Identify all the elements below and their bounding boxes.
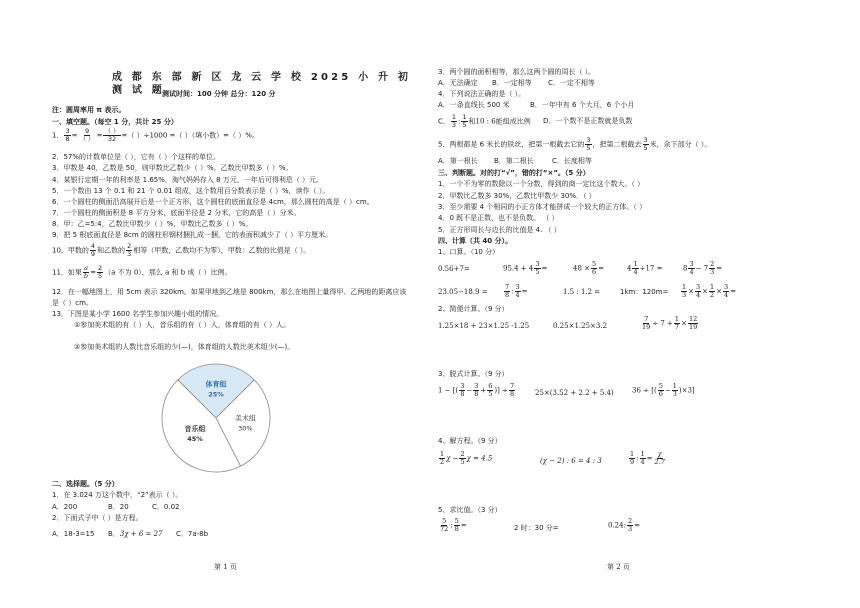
fraction: $\frac{1}{3}$ (451, 113, 457, 129)
oral-9: 1km：120m= (620, 288, 669, 296)
fraction: $\frac{( )}{32}$ (104, 127, 120, 143)
pie-label-name: 音乐组 (184, 425, 206, 434)
oral-8: 1.5 : 1.2 = (563, 288, 601, 296)
ratio-3: 0.24: $\frac{2}{3}$ = (608, 517, 640, 533)
oral-6: 23.05−18.9 = (438, 288, 488, 296)
fraction: $\frac{4}{9}$ (90, 242, 96, 258)
question-2: 2．57%的计数单位是（ ），它有（ ）个这样的单位。 (52, 153, 220, 161)
pie-label-percent: 45% (187, 435, 203, 444)
oral-7: $\frac{7}{8}$ : $\frac{3}{4}$ = (505, 283, 528, 299)
choice-2-option-a: A．18-3=15 (52, 530, 95, 538)
choice-3-option-a: A．无法确定 (438, 79, 478, 87)
interest-group-pie-chart (146, 360, 286, 476)
page-2 (430, 0, 860, 608)
calc-2-title: 2、简便计算。（9 分） (438, 305, 509, 313)
choice-4-option-b: B．一年中有 6 个大月，6 个小月 (530, 101, 635, 109)
expand-1: 1 − [( $\frac{3}{8}$ − $\frac{3}{8}$ + $\frac{6}{5}$ )] ÷ $\frac{7}{8}$ (438, 382, 515, 398)
question-11: 11．如果 $\frac{a}{b}$ = $\frac{2}{5}$ （a 不为 0），那么 a 和 b 成（ ）比例。 (52, 264, 232, 280)
simplify-1: 1.25×18 + 23×1.25 -1.25 (438, 322, 530, 330)
calc-1-title: 1、口算。（10 分） (438, 248, 500, 256)
pie-label-percent: 30% (238, 424, 253, 433)
ratio-2: 2 时：30 分= (514, 524, 559, 532)
fraction: $\frac{3}{8}$ (65, 127, 70, 143)
judge-1: 1．一个不为零的数除以一个分数，得到的商一定比这个数大。（ ） (438, 180, 645, 188)
choice-4-option-a: A．一条直线长 500 米 (438, 101, 510, 109)
choice-2-option-b: B．3χ + 6 = 27 (108, 530, 163, 538)
section-3-title: 三、判断题。对的打“√”，错的打“×”。（5 分） (438, 169, 590, 177)
pie-label-name: 体育组 (205, 380, 227, 389)
equation-3: $\frac{1}{9}$ : $\frac{1}{4}$ = $\frac{\chi}{2.7}$ (630, 450, 665, 466)
page-footer: 第 2 页 (607, 563, 630, 571)
section-4-title: 四、计算（共 40 分）。 (438, 237, 513, 245)
simplify-3: $\frac{7}{19}$ ÷ 7 + $\frac{1}{7}$ × $\frac{12}{19}$ (642, 315, 698, 331)
ratio-1: $\frac{5}{72}$ : $\frac{5}{8}$ = (440, 517, 467, 533)
choice-3-option-c: C．一定不相等 (548, 79, 595, 87)
fraction: $\frac{9}{( )}$ (79, 127, 95, 143)
calc-3-title: 3、脱式计算。（9 分） (438, 370, 509, 378)
question-12-cont: 是（ ）cm。 (52, 299, 93, 307)
oral-5: 8 $\frac{3}{4}$ − 7 $\frac{2}{3}$ = (683, 260, 723, 276)
question-8: 8．甲：乙=5:4，乙数比甲数少（ ）%，甲数比乙数多（ ）%。 (52, 220, 253, 228)
question-9: 9．把 5 根底面直径是 8cm 的圆柱形钢材捆扎成一捆，它的表面积减少了（ ）平方厘米。 (52, 231, 333, 239)
exam-title: 成 都 东 部 新 区 龙 云 学 校 2025 小 升 初 测 试 题 (112, 72, 412, 96)
fraction: $\frac{3}{5}$ (643, 136, 648, 152)
judge-4: 4．0 既不是正数，也不是负数。 （ ） (438, 214, 559, 222)
q1-tail: =（ ）÷1000 =（ ）（填小数）=（ ）%。 (121, 131, 259, 140)
expand-3: 36 ÷ [( $\frac{5}{6}$ − $\frac{1}{3}$ )×3] (632, 382, 695, 398)
oral-1: 0.56+7= (438, 265, 470, 273)
choice-5-option-a: A．第一根长 (438, 157, 478, 165)
choice-4-option-d: D．一个数不是正数就是负数 (543, 117, 633, 125)
page-footer: 第 1 页 (214, 563, 237, 571)
calc-5-title: 5、求比值。（3 分） (438, 506, 502, 514)
choice-3-option-b: B．一定相等 (492, 79, 532, 87)
choice-1: 1．在 3.024 万这个数中，“2”表示（ ）。 (52, 491, 183, 499)
choice-4: 4．下列说法正确的是（ ）。 (438, 90, 526, 98)
equation-1: $\frac{1}{2}$ χ − $\frac{2}{5}$ χ = 4.5 (440, 450, 493, 466)
oral-10: $\frac{1}{3}$ × $\frac{3}{4}$ × $\frac{1}{2}$ × $\frac{3}{4}$ = (682, 283, 737, 299)
choice-1-option-c: C．0.02 (152, 503, 180, 511)
fraction: $\frac{2}{5}$ (97, 264, 103, 280)
question-1: 1． $\frac{3}{8}$ = $\frac{9}{( )}$ = $\frac{( )}{32}$ =（ ）÷1000 =（ ）（填小数）=（ ）%。 (52, 127, 259, 143)
choice-5-option-c: C．长度相等 (552, 157, 592, 165)
judge-3: 3．至少需要 4 个相同的小正方体才能拼成一个较大的正方体。（ ） (438, 203, 647, 211)
fraction: $\frac{a}{b}$ (83, 264, 89, 280)
question-12: 12．在一幅地图上，用 5cm 表示 320km。如果甲地到乙地是 800km，那么在地图上量得甲、乙两地的距离应该 (52, 288, 407, 296)
question-13-2: ②参加美术组的人数比音乐组的少(—)，体育组的人数比美术组少(—)。 (74, 343, 295, 351)
oral-4: 4 $\frac{1}{4}$ ÷17 = (627, 260, 663, 276)
expand-2: 25×(3.52 + 2.2 + 5.4) (535, 389, 614, 397)
simplify-2: 0.25×1.25×3.2 (553, 322, 608, 330)
section-1-title: 一、填空题。（每空 1 分，共计 25 分） (52, 118, 178, 126)
question-4: 4．某银行定期一年的利率是 1.65%，淘气妈妈存入 8 万元，一年后可得利息（ ）元。 (52, 176, 324, 184)
choice-4-option-c: C． $\frac{1}{3}$ : $\frac{1}{5}$ 和10 : 6能组成比例 (438, 113, 531, 129)
choice-5: 5．两根都是 6 米长的铁丝，把第一根截去它的 $\frac{3}{5}$ ，把第二根截去 $\frac{3}{5}$ 米，余下部分（ ）。 (438, 136, 712, 152)
question-13-1: ①参加美术组的有（ ）人，音乐组的有（ ）人，体育组的有（ ）人。 (74, 321, 290, 329)
oral-3: 48 × $\frac{5}{6}$ = (573, 260, 605, 276)
fraction: $\frac{3}{5}$ (586, 136, 591, 152)
fraction: $\frac{1}{5}$ (462, 113, 467, 129)
question-5: 5．一个数由 13 个 0.1 和 21 个 0.01 组成，这个数用百分数表示是（ ）%，读作（ ）。 (52, 187, 330, 195)
oral-2: 95.4 + 4 $\frac{3}{5}$ = (503, 260, 548, 276)
fraction: $\frac{2}{3}$ (127, 242, 132, 258)
choice-2: 2．下面式子中（ ）是方程。 (52, 514, 143, 522)
question-13: 13．下图是某小学 1600 名学生参加兴趣小组的情况。 (52, 310, 224, 318)
q1-label: 1． (52, 131, 64, 140)
choice-1-option-b: B．20 (108, 503, 129, 511)
section-2-title: 二、选择题。（5 分） (52, 480, 119, 488)
choice-3: 3．两个圆的面积相等，那么这两个圆的周长（ ）。 (438, 68, 596, 76)
exam-info: 测试时间：100 分钟 总分：120 分 (162, 90, 276, 98)
choice-5-option-b: B．第二根长 (494, 157, 534, 165)
judge-5: 5．正方形周长与边长的比值是 4. （ ） (438, 226, 561, 234)
question-7: 7．一个圆柱的侧面积是 8 平方分米，底面半径是 2 分米，它的高是（ ）分米。 (52, 209, 301, 217)
calc-4-title: 4、解方程。（9 分） (438, 437, 502, 445)
question-10: 10．甲数的 $\frac{4}{9}$ 和乙数的 $\frac{2}{3}$ 相等（甲数，乙数均不为零），甲数：乙数的比值是（ ）。 (52, 242, 311, 258)
choice-2-option-c: C．7a-8b (176, 530, 209, 538)
question-6: 6．一个圆柱的侧面沿高展开后是一个正方形，这个圆柱的底面直径是 4cm，那么圆柱的高是（ ）cm。 (52, 198, 374, 206)
judge-2: 2．甲数比乙数多 30%，乙数比甲数少 30%．（ ） (438, 192, 596, 200)
pie-label-name: 美术组 (234, 414, 256, 423)
pie-label-percent: 25% (208, 390, 224, 399)
equation-2: (χ − 2) : 6 = 4 : 3 (540, 457, 602, 465)
note: 注：圆周率用 π 表示。 (52, 106, 126, 114)
choice-1-option-a: A．200 (52, 503, 78, 511)
question-3: 3．甲数是 40，乙数是 50，则甲数比乙数少（ ）%，乙数比甲数多（ ）%。 (52, 164, 293, 172)
